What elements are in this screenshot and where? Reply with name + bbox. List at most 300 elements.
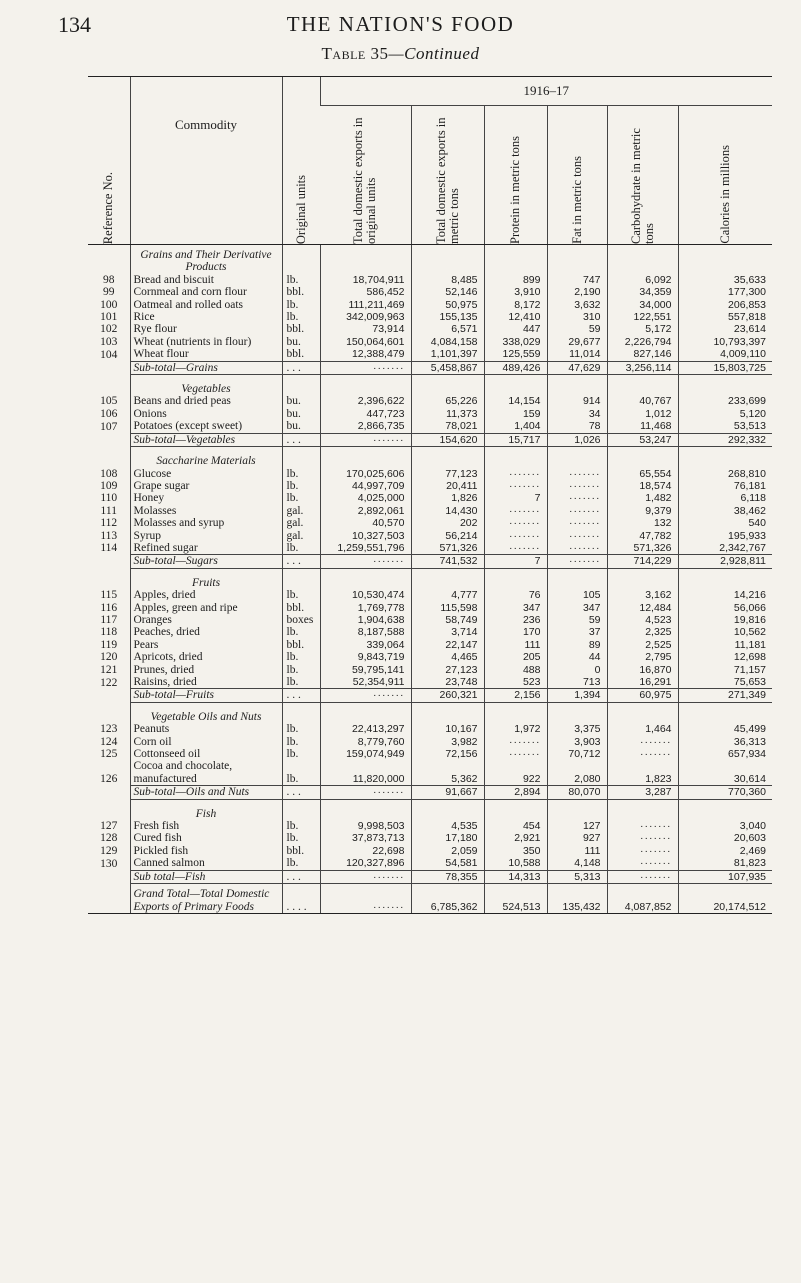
- row-cal: 53,513: [678, 420, 772, 433]
- row-protein-empty: ·······: [484, 748, 547, 760]
- row-unit: lb.: [282, 626, 320, 638]
- subtotal-fat: 1,394: [547, 689, 607, 702]
- section-blank: [547, 451, 607, 467]
- row-carb: 132: [607, 517, 678, 529]
- row-carb: 571,326: [607, 542, 678, 555]
- row-exports-original: 10,530,474: [320, 589, 411, 601]
- row-protein-empty: ·······: [484, 468, 547, 480]
- row-metric: 27,123: [411, 664, 484, 676]
- row-metric: 78,021: [411, 420, 484, 433]
- row-cal: 557,818: [678, 311, 772, 323]
- row-unit: bu.: [282, 395, 320, 407]
- row-unit: bbl.: [282, 323, 320, 335]
- row-protein-empty: ·······: [484, 517, 547, 529]
- row-metric: 17,180: [411, 832, 484, 844]
- row-reference: 104: [100, 348, 118, 361]
- row-exports-original: 9,998,503: [320, 820, 411, 832]
- subtotal-unit-blank: . . .: [282, 361, 320, 374]
- section-ref-blank: [88, 245, 130, 274]
- row-unit: lb.: [282, 723, 320, 735]
- row-metric: 54,581: [411, 857, 484, 870]
- row-carb: 1,823: [607, 760, 678, 785]
- row-carb-empty: ·······: [607, 832, 678, 844]
- row-protein: 125,559: [484, 348, 547, 361]
- row-protein: 236: [484, 614, 547, 626]
- subtotal-exports-original-empty: ·······: [320, 361, 411, 374]
- row-carb: 9,379: [607, 505, 678, 517]
- row-exports-original: 170,025,606: [320, 468, 411, 480]
- row-carb: 47,782: [607, 530, 678, 542]
- row-cal: 36,313: [678, 736, 772, 748]
- row-cal: 10,562: [678, 626, 772, 638]
- row-exports-original: 111,211,469: [320, 299, 411, 311]
- table-row: [88, 311, 772, 323]
- row-unit: bbl.: [282, 639, 320, 651]
- row-protein: 338,029: [484, 336, 547, 348]
- section-blank: [484, 451, 547, 467]
- row-unit: bbl.: [282, 348, 320, 361]
- table-row: [88, 505, 772, 517]
- row-commodity: Cured fish: [130, 832, 282, 844]
- section-blank: [607, 245, 678, 274]
- section-blank: [282, 804, 320, 820]
- row-carb: 6,092: [607, 274, 678, 286]
- row-metric: 8,485: [411, 274, 484, 286]
- row-commodity: Potatoes (except sweet): [130, 420, 282, 433]
- table-row: [88, 420, 772, 433]
- table-row: [88, 760, 772, 785]
- row-carb: 2,226,794: [607, 336, 678, 348]
- row-unit: bu.: [282, 408, 320, 420]
- row-fat: 310: [547, 311, 607, 323]
- subtotal-metric: 5,458,867: [411, 361, 484, 374]
- row-fat: 0: [547, 664, 607, 676]
- row-unit: lb.: [282, 760, 320, 785]
- row-reference: 102: [100, 323, 118, 336]
- row-carb: 34,359: [607, 286, 678, 298]
- row-protein: 922: [484, 760, 547, 785]
- section-blank: [678, 379, 772, 395]
- section-blank: [484, 804, 547, 820]
- subtotal-row: [88, 689, 772, 702]
- section-blank: [411, 804, 484, 820]
- subtotal-cal: 271,349: [678, 689, 772, 702]
- row-carb: 3,162: [607, 589, 678, 601]
- row-unit: lb.: [282, 480, 320, 492]
- row-cal: 233,699: [678, 395, 772, 407]
- table-row: [88, 832, 772, 844]
- row-protein: 347: [484, 602, 547, 614]
- row-fat: 70,712: [547, 748, 607, 760]
- subtotal-carb: 60,975: [607, 689, 678, 702]
- row-unit: boxes: [282, 614, 320, 626]
- grand-total-label: Grand Total—Total Domestic Exports of Primary Foods: [130, 888, 282, 913]
- row-fat-empty: ·······: [547, 468, 607, 480]
- row-metric: 3,982: [411, 736, 484, 748]
- subtotal-row: [88, 786, 772, 799]
- row-carb: 1,482: [607, 492, 678, 504]
- subtotal-unit-blank: . . .: [282, 555, 320, 568]
- row-reference: 113: [100, 529, 118, 542]
- row-carb: 4,523: [607, 614, 678, 626]
- row-metric: 23,748: [411, 676, 484, 689]
- row-metric: 4,084,158: [411, 336, 484, 348]
- section-title: Vegetable Oils and Nuts: [130, 707, 282, 723]
- table-row: [88, 857, 772, 870]
- section-blank: [607, 573, 678, 589]
- row-protein: 170: [484, 626, 547, 638]
- row-reference: 125: [100, 748, 118, 761]
- row-metric: 10,167: [411, 723, 484, 735]
- row-reference: 114: [100, 542, 118, 555]
- subtotal-ref-blank: [88, 689, 130, 702]
- row-reference: 119: [100, 638, 118, 651]
- section-blank: [607, 379, 678, 395]
- row-commodity: Bread and biscuit: [130, 274, 282, 286]
- row-fat-empty: ·······: [547, 517, 607, 529]
- section-header: [88, 379, 772, 395]
- row-fat-empty: ·······: [547, 542, 607, 555]
- header-year: 1916–17: [320, 77, 772, 106]
- subtotal-cal: 107,935: [678, 870, 772, 883]
- row-reference: 116: [100, 601, 118, 614]
- subtotal-unit-blank: . . .: [282, 786, 320, 799]
- row-cal: 71,157: [678, 664, 772, 676]
- subtotal-ref-blank: [88, 361, 130, 374]
- row-exports-original: 4,025,000: [320, 492, 411, 504]
- table-row: [88, 492, 772, 504]
- row-exports-original: 59,795,141: [320, 664, 411, 676]
- row-cal: 195,933: [678, 530, 772, 542]
- row-unit: bu.: [282, 420, 320, 433]
- row-exports-original: 10,327,503: [320, 530, 411, 542]
- row-reference: 105: [100, 395, 118, 408]
- section-blank: [411, 451, 484, 467]
- row-unit: lb.: [282, 589, 320, 601]
- row-fat: 747: [547, 274, 607, 286]
- row-exports-original: 8,187,588: [320, 626, 411, 638]
- row-commodity: Cottonseed oil: [130, 748, 282, 760]
- subtotal-exports-original-empty: ·······: [320, 786, 411, 799]
- subtotal-fat: 47,629: [547, 361, 607, 374]
- row-reference: 107: [100, 420, 118, 433]
- subtotal-row: [88, 870, 772, 883]
- row-exports-original: 447,723: [320, 408, 411, 420]
- subtotal-exports-original-empty: ·······: [320, 433, 411, 446]
- section-blank: [547, 804, 607, 820]
- row-exports-original: 1,904,638: [320, 614, 411, 626]
- grand-total-fat: 135,432: [547, 888, 607, 913]
- row-protein: 3,910: [484, 286, 547, 298]
- row-commodity: Syrup: [130, 530, 282, 542]
- row-metric: 22,147: [411, 639, 484, 651]
- subtotal-metric: 741,532: [411, 555, 484, 568]
- subtotal-label: Sub-total—Grains: [130, 361, 282, 374]
- row-exports-original: 37,873,713: [320, 832, 411, 844]
- section-blank: [411, 379, 484, 395]
- row-unit: bbl.: [282, 602, 320, 614]
- row-reference: 98: [103, 273, 115, 286]
- row-cal: 81,823: [678, 857, 772, 870]
- row-carb: 2,795: [607, 651, 678, 663]
- section-blank: [282, 379, 320, 395]
- row-protein: 111: [484, 639, 547, 651]
- row-unit: lb.: [282, 299, 320, 311]
- row-protein: 14,154: [484, 395, 547, 407]
- subtotal-metric: 154,620: [411, 433, 484, 446]
- row-carb: 16,870: [607, 664, 678, 676]
- table-row: [88, 639, 772, 651]
- row-metric: 571,326: [411, 542, 484, 555]
- row-fat: 347: [547, 602, 607, 614]
- subtotal-label: Sub-total—Fruits: [130, 689, 282, 702]
- row-carb: 16,291: [607, 676, 678, 689]
- row-commodity: Oatmeal and rolled oats: [130, 299, 282, 311]
- section-blank: [411, 707, 484, 723]
- row-metric: 6,571: [411, 323, 484, 335]
- row-exports-original: 1,769,778: [320, 602, 411, 614]
- row-carb: 34,000: [607, 299, 678, 311]
- row-fat: 44: [547, 651, 607, 663]
- row-fat: 2,190: [547, 286, 607, 298]
- section-title: Saccharine Materials: [130, 451, 282, 467]
- row-commodity: Peaches, dried: [130, 626, 282, 638]
- section-blank: [678, 451, 772, 467]
- row-carb: 2,325: [607, 626, 678, 638]
- header-original-units: Original units: [282, 77, 320, 245]
- table-row: [88, 651, 772, 663]
- section-blank: [320, 707, 411, 723]
- row-reference: 112: [100, 517, 118, 530]
- table-row: [88, 274, 772, 286]
- grand-total-row: [88, 888, 772, 913]
- row-metric: 2,059: [411, 845, 484, 857]
- row-metric: 3,714: [411, 626, 484, 638]
- row-metric: 202: [411, 517, 484, 529]
- section-blank: [282, 451, 320, 467]
- section-blank: [678, 804, 772, 820]
- subtotal-metric: 78,355: [411, 870, 484, 883]
- row-reference: 109: [100, 479, 118, 492]
- table-body: [88, 245, 772, 914]
- table-row: [88, 614, 772, 626]
- section-blank: [678, 245, 772, 274]
- row-reference: 118: [100, 626, 118, 639]
- row-metric: 20,411: [411, 480, 484, 492]
- row-commodity: Honey: [130, 492, 282, 504]
- row-commodity: Refined sugar: [130, 542, 282, 555]
- row-carb-empty: ·······: [607, 845, 678, 857]
- subtotal-label: Sub-total—Vegetables: [130, 433, 282, 446]
- row-metric: 65,226: [411, 395, 484, 407]
- section-title: Fruits: [130, 573, 282, 589]
- row-cal: 177,300: [678, 286, 772, 298]
- grand-total-carb: 4,087,852: [607, 888, 678, 913]
- subtotal-row: [88, 555, 772, 568]
- table-row: [88, 336, 772, 348]
- row-reference: 127: [100, 820, 118, 833]
- section-ref-blank: [88, 451, 130, 467]
- row-unit: lb.: [282, 542, 320, 555]
- row-fat: 78: [547, 420, 607, 433]
- section-blank: [282, 707, 320, 723]
- row-unit: gal.: [282, 505, 320, 517]
- subtotal-cal: 770,360: [678, 786, 772, 799]
- row-carb: 12,484: [607, 602, 678, 614]
- subtotal-cal: 292,332: [678, 433, 772, 446]
- subtotal-carb: 3,256,114: [607, 361, 678, 374]
- row-commodity: Beans and dried peas: [130, 395, 282, 407]
- table-row: [88, 626, 772, 638]
- header-reference: Reference No.: [88, 77, 130, 245]
- table-row: [88, 468, 772, 480]
- row-carb: 1,012: [607, 408, 678, 420]
- row-fat: 927: [547, 832, 607, 844]
- row-commodity: Pears: [130, 639, 282, 651]
- section-ref-blank: [88, 707, 130, 723]
- row-exports-original: 2,866,735: [320, 420, 411, 433]
- row-protein: 8,172: [484, 299, 547, 311]
- row-carb: 122,551: [607, 311, 678, 323]
- row-unit: lb.: [282, 468, 320, 480]
- row-metric: 1,826: [411, 492, 484, 504]
- subtotal-cal: 15,803,725: [678, 361, 772, 374]
- row-reference: 99: [103, 286, 115, 299]
- row-exports-original: 2,396,622: [320, 395, 411, 407]
- row-cal: 657,934: [678, 748, 772, 760]
- row-exports-original: 1,259,551,796: [320, 542, 411, 555]
- subtotal-metric: 260,321: [411, 689, 484, 702]
- section-blank: [484, 245, 547, 274]
- row-metric: 155,135: [411, 311, 484, 323]
- row-protein: 488: [484, 664, 547, 676]
- row-reference: 120: [100, 651, 118, 664]
- row-protein: 10,588: [484, 857, 547, 870]
- row-cal: 19,816: [678, 614, 772, 626]
- row-unit: lb.: [282, 676, 320, 689]
- row-protein: 205: [484, 651, 547, 663]
- section-header: [88, 451, 772, 467]
- grand-total-metric: 6,785,362: [411, 888, 484, 913]
- row-reference: 110: [100, 492, 118, 505]
- table-row: [88, 736, 772, 748]
- row-reference: 126: [100, 773, 118, 786]
- section-ref-blank: [88, 804, 130, 820]
- row-fat: 37: [547, 626, 607, 638]
- row-metric: 52,146: [411, 286, 484, 298]
- header-carbohydrate: Carbohydrate in metric tons: [607, 106, 678, 245]
- row-commodity: Rye flour: [130, 323, 282, 335]
- section-blank: [547, 379, 607, 395]
- section-blank: [320, 451, 411, 467]
- subtotal-fat: 80,070: [547, 786, 607, 799]
- row-protein: 12,410: [484, 311, 547, 323]
- row-unit: gal.: [282, 530, 320, 542]
- row-protein-empty: ·······: [484, 542, 547, 555]
- row-fat-empty: ·······: [547, 492, 607, 504]
- subtotal-ref-blank: [88, 433, 130, 446]
- grand-unit-blank: . . . .: [282, 888, 320, 913]
- row-unit: lb.: [282, 664, 320, 676]
- row-commodity: Apples, green and ripe: [130, 602, 282, 614]
- row-reference: 108: [100, 467, 118, 480]
- row-cal: 2,342,767: [678, 542, 772, 555]
- section-blank: [678, 707, 772, 723]
- row-fat: 713: [547, 676, 607, 689]
- subtotal-ref-blank: [88, 786, 130, 799]
- subtotal-label: Sub-total—Sugars: [130, 555, 282, 568]
- running-title: THE NATION'S FOOD: [286, 12, 515, 36]
- subtotal-ref-blank: [88, 870, 130, 883]
- row-fat: 59: [547, 614, 607, 626]
- caption-continued: —Continued: [388, 44, 480, 63]
- row-unit: lb.: [282, 857, 320, 870]
- row-metric: 56,214: [411, 530, 484, 542]
- table-row: [88, 408, 772, 420]
- row-commodity: Glucose: [130, 468, 282, 480]
- row-cal: 10,793,397: [678, 336, 772, 348]
- row-commodity: Prunes, dried: [130, 664, 282, 676]
- table-row: [88, 676, 772, 689]
- row-carb-empty: ·······: [607, 820, 678, 832]
- row-commodity: Onions: [130, 408, 282, 420]
- table-row: [88, 589, 772, 601]
- row-exports-original: 11,820,000: [320, 760, 411, 785]
- section-header: [88, 804, 772, 820]
- row-fat: 59: [547, 323, 607, 335]
- table-row: [88, 323, 772, 335]
- row-unit: lb.: [282, 748, 320, 760]
- section-blank: [484, 379, 547, 395]
- row-unit: lb.: [282, 736, 320, 748]
- row-metric: 14,430: [411, 505, 484, 517]
- row-commodity: Oranges: [130, 614, 282, 626]
- section-blank: [484, 707, 547, 723]
- table-row: [88, 542, 772, 555]
- row-exports-original: 73,914: [320, 323, 411, 335]
- row-exports-original: 44,997,709: [320, 480, 411, 492]
- row-fat: 105: [547, 589, 607, 601]
- subtotal-protein: 15,717: [484, 433, 547, 446]
- row-cal: 12,698: [678, 651, 772, 663]
- table-row: [88, 480, 772, 492]
- subtotal-row: [88, 433, 772, 446]
- row-protein: 523: [484, 676, 547, 689]
- subtotal-carb: 714,229: [607, 555, 678, 568]
- row-unit: lb.: [282, 311, 320, 323]
- row-exports-original: 120,327,896: [320, 857, 411, 870]
- row-carb: 827,146: [607, 348, 678, 361]
- row-reference: 117: [100, 613, 118, 626]
- row-cal: 2,469: [678, 845, 772, 857]
- row-carb: 40,767: [607, 395, 678, 407]
- section-title: Fish: [130, 804, 282, 820]
- row-protein: 2,921: [484, 832, 547, 844]
- subtotal-protein: 2,156: [484, 689, 547, 702]
- row-exports-original: 2,892,061: [320, 505, 411, 517]
- row-cal: 45,499: [678, 723, 772, 735]
- row-protein-empty: ·······: [484, 530, 547, 542]
- row-exports-original: 22,413,297: [320, 723, 411, 735]
- row-protein: 454: [484, 820, 547, 832]
- subtotal-carb: 3,287: [607, 786, 678, 799]
- row-protein-empty: ·······: [484, 505, 547, 517]
- section-title: Vegetables: [130, 379, 282, 395]
- subtotal-unit-blank: . . .: [282, 870, 320, 883]
- section-blank: [282, 573, 320, 589]
- subtotal-protein: 14,313: [484, 870, 547, 883]
- row-reference: 122: [100, 676, 118, 689]
